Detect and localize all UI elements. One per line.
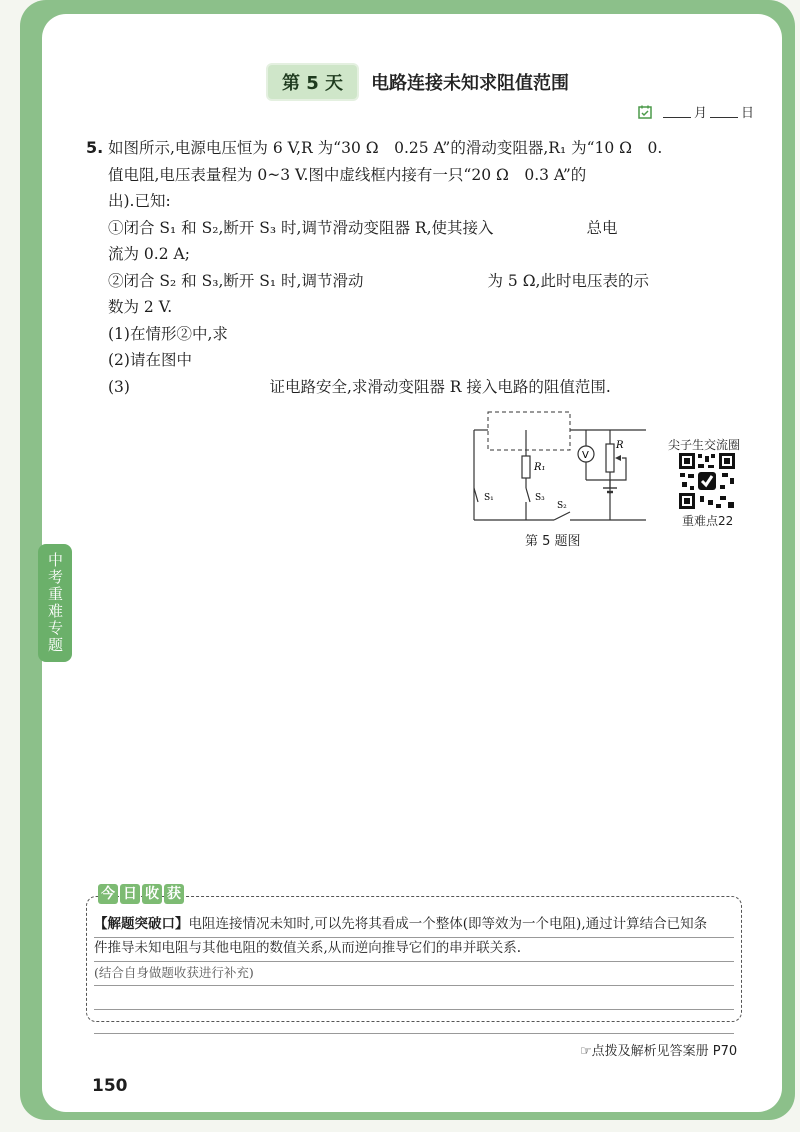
harvest-char: 今 <box>98 884 118 904</box>
switch-s3 <box>526 488 530 502</box>
question-line: (1)在情形②中,求 <box>108 324 228 343</box>
title-text: 电路连接未知求阻值范围 <box>371 73 570 94</box>
question-line: 出).已知: <box>108 192 171 210</box>
day-badge: 第 5 天 <box>268 65 357 99</box>
harvest-char: 日 <box>120 884 140 904</box>
side-tab-label: 中考重难专题 <box>38 544 72 662</box>
harvest-line-1 <box>94 914 734 938</box>
harvest-text-1: 电阻连接情况未知时,可以先将其看成一个整体(即等效为一个电阻),通过计算结合已知条 <box>188 916 708 932</box>
harvest-char: 收 <box>142 884 162 904</box>
switch-s2 <box>554 512 570 520</box>
qr-caption: 重难点22 <box>682 514 734 528</box>
r-label: R <box>616 440 624 451</box>
month-label: 月 <box>694 106 708 121</box>
r1-resistor <box>522 456 530 478</box>
date-row <box>638 102 754 121</box>
day-label: 日 <box>741 106 755 121</box>
harvest-hint: (结合自身做题收获进行补充) <box>94 962 734 986</box>
r1-label: R₁ <box>534 462 546 473</box>
question-line: 数为 2 V. <box>108 298 173 316</box>
question-line: 值电阻,电压表量程为 0~3 V.图中虚线框内接有一只“20 Ω 0.3 A”的 <box>108 165 587 184</box>
question-line: 流为 0.2 A; <box>108 245 190 263</box>
qr-code[interactable] <box>678 452 736 510</box>
rheostat <box>606 444 614 472</box>
month-blank[interactable] <box>663 105 691 118</box>
harvest-char: 获 <box>164 884 184 904</box>
question-line: (3) 证电路安全,求滑动变阻器 R 接入电路的阻值范围. <box>108 377 611 396</box>
question-line: ①闭合 S₁ 和 S₂,断开 S₃ 时,调节滑动变阻器 R,使其接入 总电 <box>108 218 618 237</box>
page-title <box>268 66 569 98</box>
question-line: ②闭合 S₂ 和 S₃,断开 S₁ 时,调节滑动 为 5 Ω,此时电压表的示 <box>108 271 649 290</box>
answer-reference: ☞点拨及解析见答案册 P70 <box>580 1044 738 1059</box>
day-blank[interactable] <box>710 105 738 118</box>
s3-label: S₃ <box>535 493 545 503</box>
s2-label: S₂ <box>557 501 567 511</box>
question-number: 5. <box>86 138 104 157</box>
figure-caption: 第 5 题图 <box>525 534 581 549</box>
question-text <box>108 138 748 403</box>
breakthrough-tag: 【解题突破口】 <box>94 916 189 932</box>
blank-note-line[interactable] <box>94 1010 734 1034</box>
question-line: (2)请在图中 <box>108 351 192 369</box>
harvest-label <box>98 884 184 904</box>
question-line: 如图所示,电源电压恒为 6 V,R 为“30 Ω 0.25 A”的滑动变阻器,R₁ 为“10 Ω 0. <box>108 139 663 157</box>
calendar-icon <box>638 105 652 119</box>
unknown-box <box>488 412 570 450</box>
switch-s1 <box>474 488 478 502</box>
harvest-line-2: 件推导未知电阻与其他电阻的数值关系,从而逆向推导它们的串并联关系. <box>94 938 734 962</box>
qr-title: 尖子生交流圈 <box>668 438 741 452</box>
harvest-content <box>94 914 734 1034</box>
page-number: 150 <box>92 1076 128 1096</box>
voltmeter-label: V <box>582 450 589 461</box>
circuit-diagram <box>460 408 660 544</box>
s1-label: S₁ <box>484 493 494 503</box>
blank-note-line[interactable] <box>94 986 734 1010</box>
